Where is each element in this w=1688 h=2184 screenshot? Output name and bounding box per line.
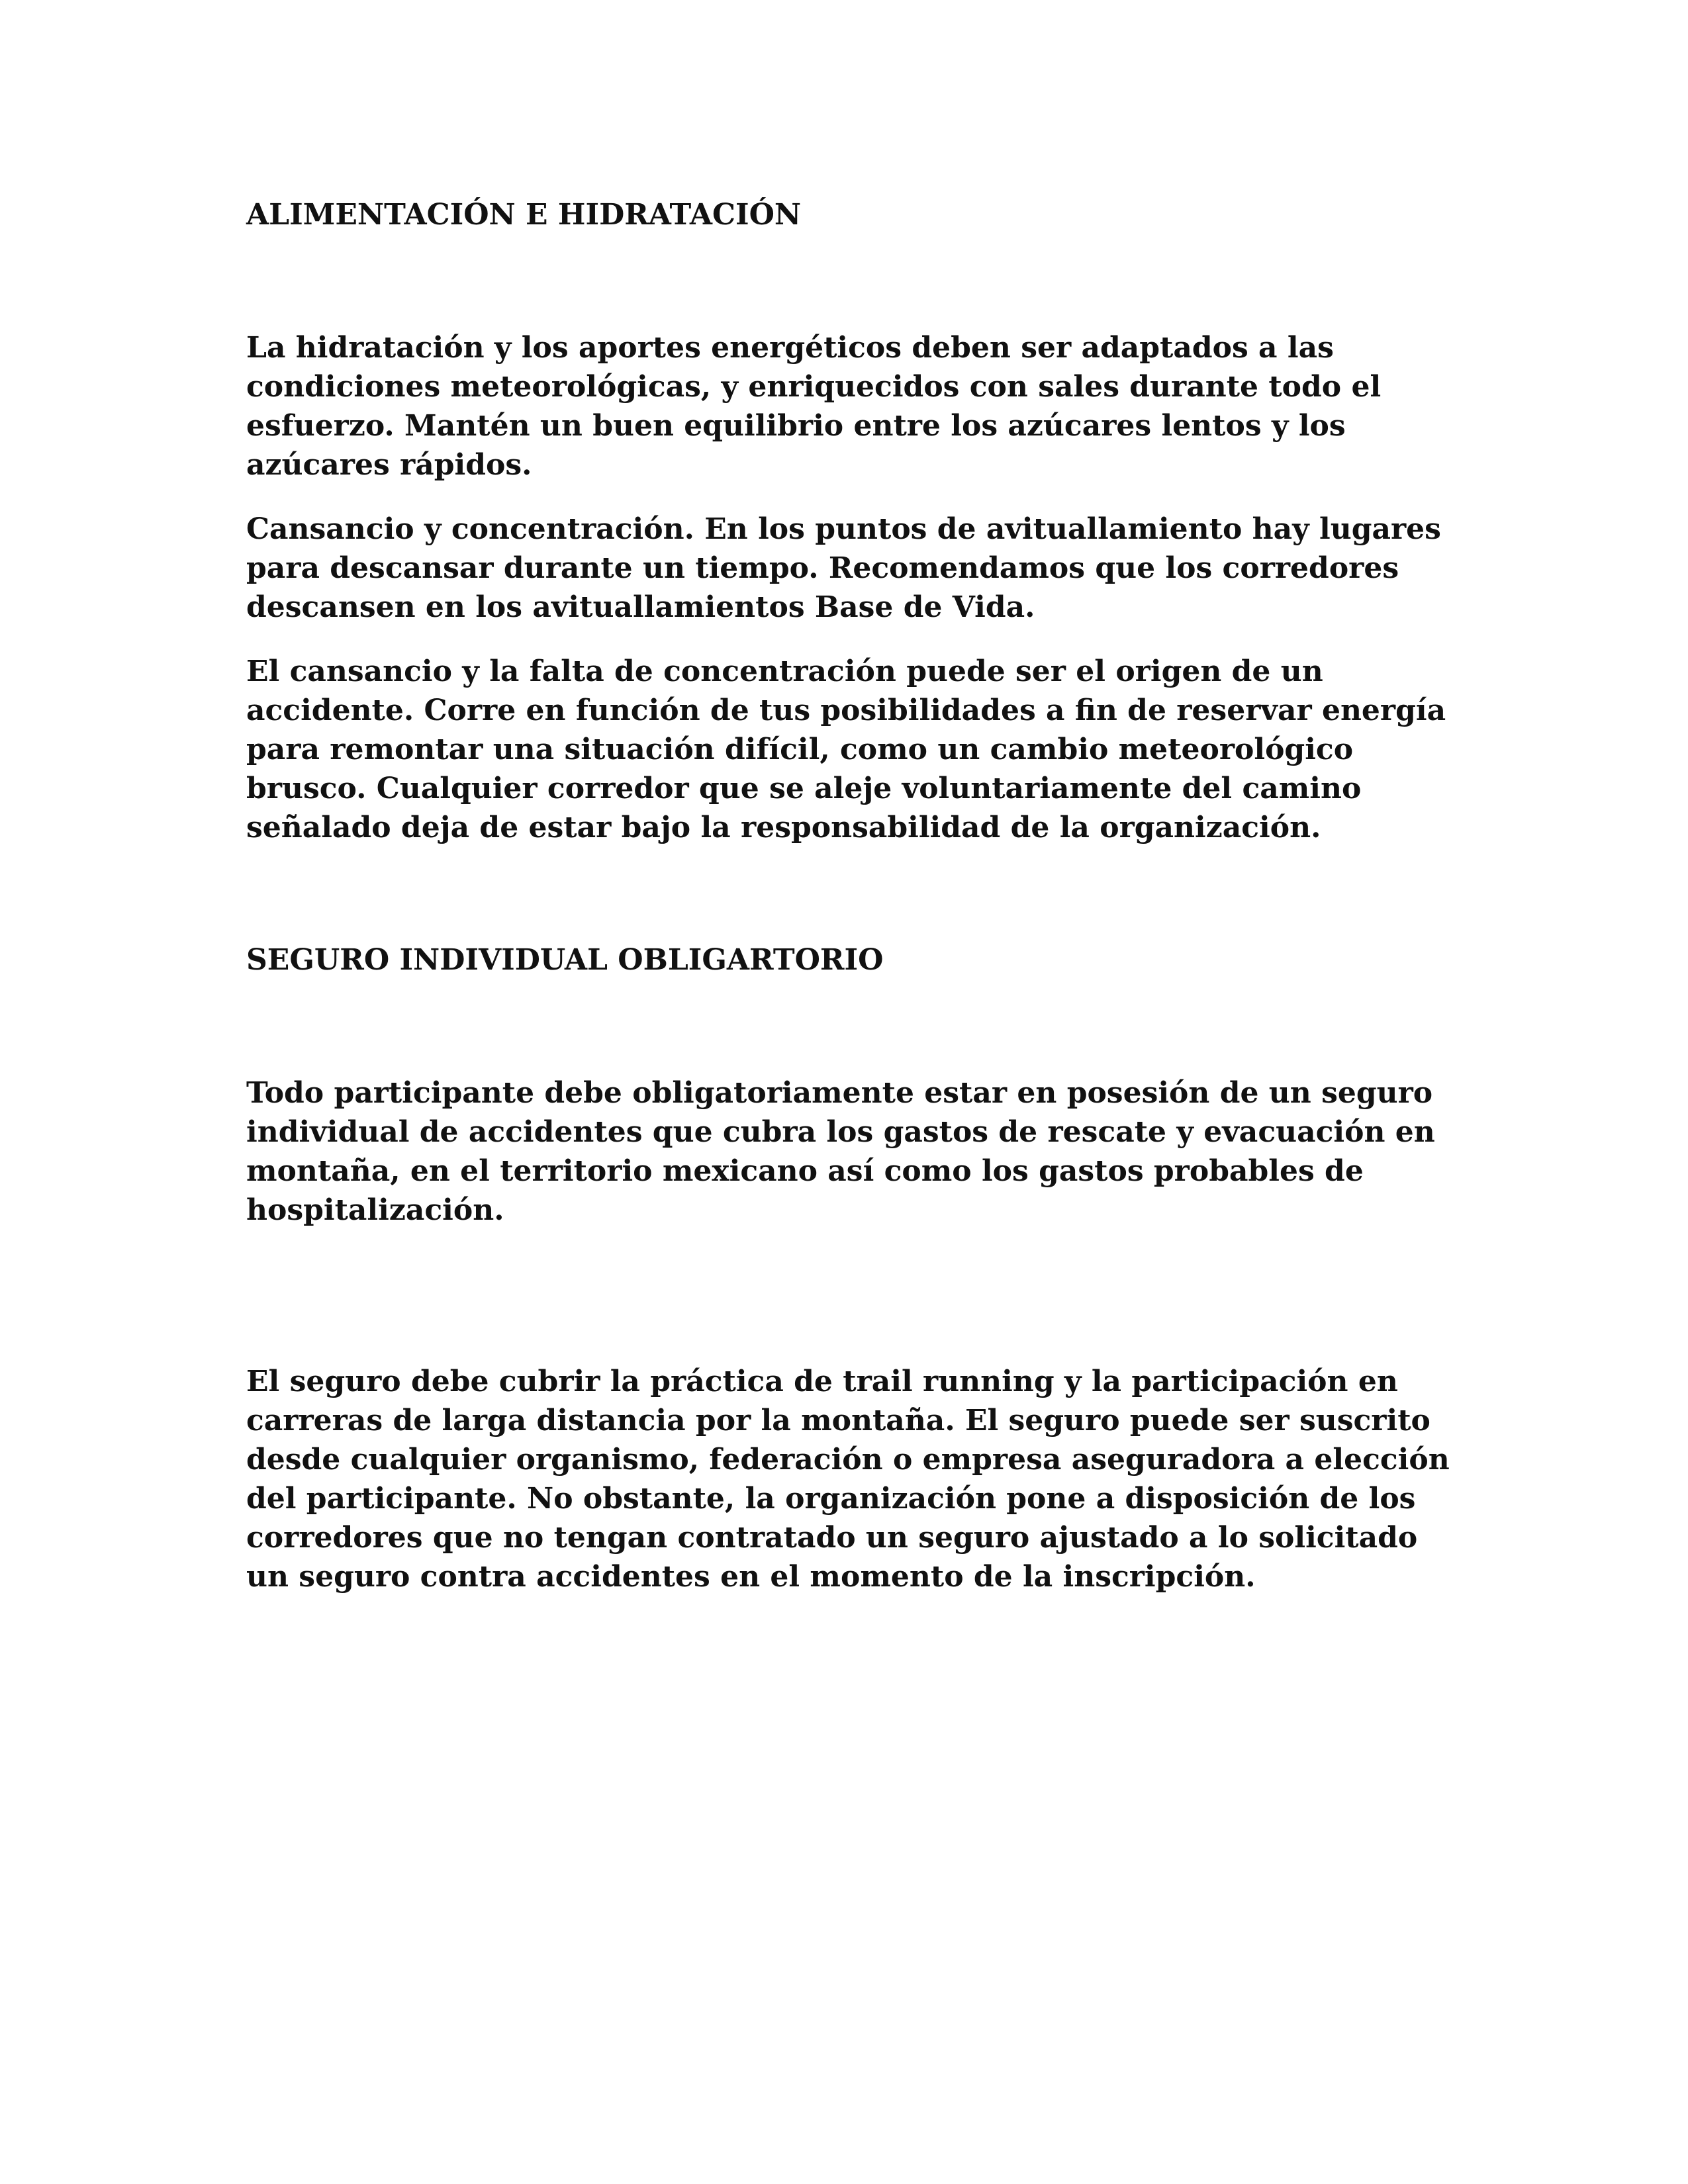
paragraph-seguro-individual: Todo participante debe obligatoriamente estar en posesión de un seguro individual de accidentes que cubra los gastos de rescate y evacuación en montaña, en el territorio mexicano así como los gastos probables de hospitalización. [246,1076,1435,1227]
paragraph-concentracion: El cansancio y la falta de concentración puede ser el origen de un accidente. Corre en función de tus posibilidades a fin de reservar energía para remontar una situación difícil, como un cambio meteorológico brusco. Cualquier corredor que se aleje voluntariamente del camino señalado deja de estar bajo la responsabilidad de la organización. [246,655,1446,844]
document-body [246,196,1458,1596]
paragraph-cobertura-seguro: El seguro debe cubrir la práctica de trail running y la participación en carreras de larga distancia por la montaña. El seguro puede ser suscrito desde cualquier organismo, federación o empresa aseguradora a elección del participante. No obstante, la organización pone a disposición de los corredores que no tengan contratado un seguro ajustado a lo solicitado un seguro contra accidentes en el momento de la inscripción. [246,1365,1450,1594]
paragraph-hidratacion: La hidratación y los aportes energéticos deben ser adaptados a las condiciones meteorológicas, y enriquecidos con sales durante todo el esfuerzo. Mantén un buen equilibrio entre los azúcares lentos y los azúcares rápidos. [246,331,1382,482]
section-heading-alimentacion: ALIMENTACIÓN E HIDRATACIÓN [246,198,802,232]
section-heading-seguro: SEGURO INDIVIDUAL OBLIGARTORIO [246,943,884,977]
paragraph-cansancio: Cansancio y concentración. En los puntos de avituallamiento hay lugares para descansar durante un tiempo. Recomendamos que los corredores descansen en los avituallamientos Base de Vida. [246,512,1441,624]
